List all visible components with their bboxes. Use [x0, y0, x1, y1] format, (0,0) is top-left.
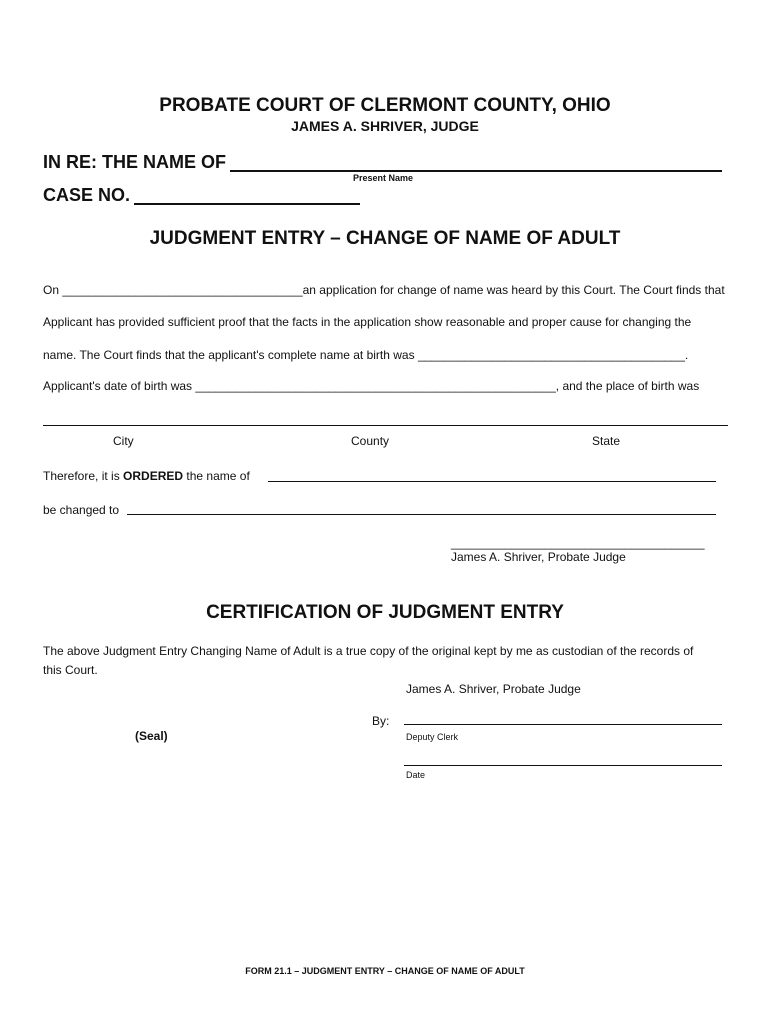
deputy-clerk-label: Deputy Clerk [406, 732, 459, 742]
birth-date-blank[interactable]: ______________________________________________________ [195, 379, 556, 393]
hearing-date-blank[interactable]: ____________________________________ [62, 283, 303, 297]
new-name-line[interactable] [127, 514, 716, 515]
seal-label: (Seal) [135, 729, 168, 743]
document-title: JUDGMENT ENTRY – CHANGE OF NAME OF ADULT [149, 228, 621, 249]
date-line[interactable] [404, 765, 722, 766]
form-footer: FORM 21.1 – JUDGMENT ENTRY – CHANGE OF NAME OF ADULT [245, 966, 525, 976]
state-label: State [592, 434, 621, 448]
present-name-line[interactable] [230, 170, 722, 172]
body-line-1 [43, 283, 725, 297]
certification-text-line-1: The above Judgment Entry Changing Name of Adult is a true copy of the original kept by me as custodian of the records of [43, 644, 694, 658]
judge-subtitle: JAMES A. SHRIVER, JUDGE [291, 118, 479, 134]
case-no-label: CASE NO. [43, 185, 131, 205]
birth-date-prefix: Applicant's date of birth was [43, 379, 193, 393]
judge-signature-line[interactable]: ______________________________________ [451, 536, 705, 550]
hearing-text: an application for change of name was heard by this Court. The Court finds that [302, 283, 725, 297]
court-title: PROBATE COURT OF CLERMONT COUNTY, OHIO [159, 95, 611, 116]
certification-title: CERTIFICATION OF JUDGMENT ENTRY [206, 602, 564, 623]
county-label: County [351, 434, 390, 448]
judge-signature-label: James A. Shriver, Probate Judge [451, 550, 626, 564]
certification-text-line-2: this Court. [43, 663, 98, 677]
body-line-3 [43, 348, 688, 362]
date-label: Date [406, 770, 426, 780]
by-label: By: [372, 714, 390, 728]
birth-place-text: , and the place of birth was [555, 379, 700, 393]
hearing-date-prefix: On [43, 283, 60, 297]
body-line-2: Applicant has provided sufficient proof that the facts in the application show reasonable and proper cause for changing the [43, 315, 692, 329]
birth-place-line[interactable] [43, 425, 728, 426]
city-label: City [113, 434, 134, 448]
in-re-label: IN RE: THE NAME OF [43, 152, 226, 172]
deputy-clerk-signature-line[interactable] [404, 724, 722, 725]
body-line-4 [43, 379, 699, 393]
birth-name-prefix: name. The Court finds that the applicant's complete name at birth was [43, 348, 415, 362]
birth-name-blank[interactable]: ________________________________________. [417, 348, 689, 362]
case-no-line[interactable] [134, 203, 360, 205]
order-suffix: the name of [186, 469, 250, 483]
certification-judge-name: James A. Shriver, Probate Judge [406, 682, 581, 696]
ordered-word: ORDERED [123, 469, 184, 483]
present-name-label: Present Name [353, 173, 414, 183]
changed-to-label: be changed to [43, 503, 120, 517]
order-text [43, 469, 250, 483]
order-prefix: Therefore, it is [43, 469, 120, 483]
present-name-order-line[interactable] [268, 481, 716, 482]
